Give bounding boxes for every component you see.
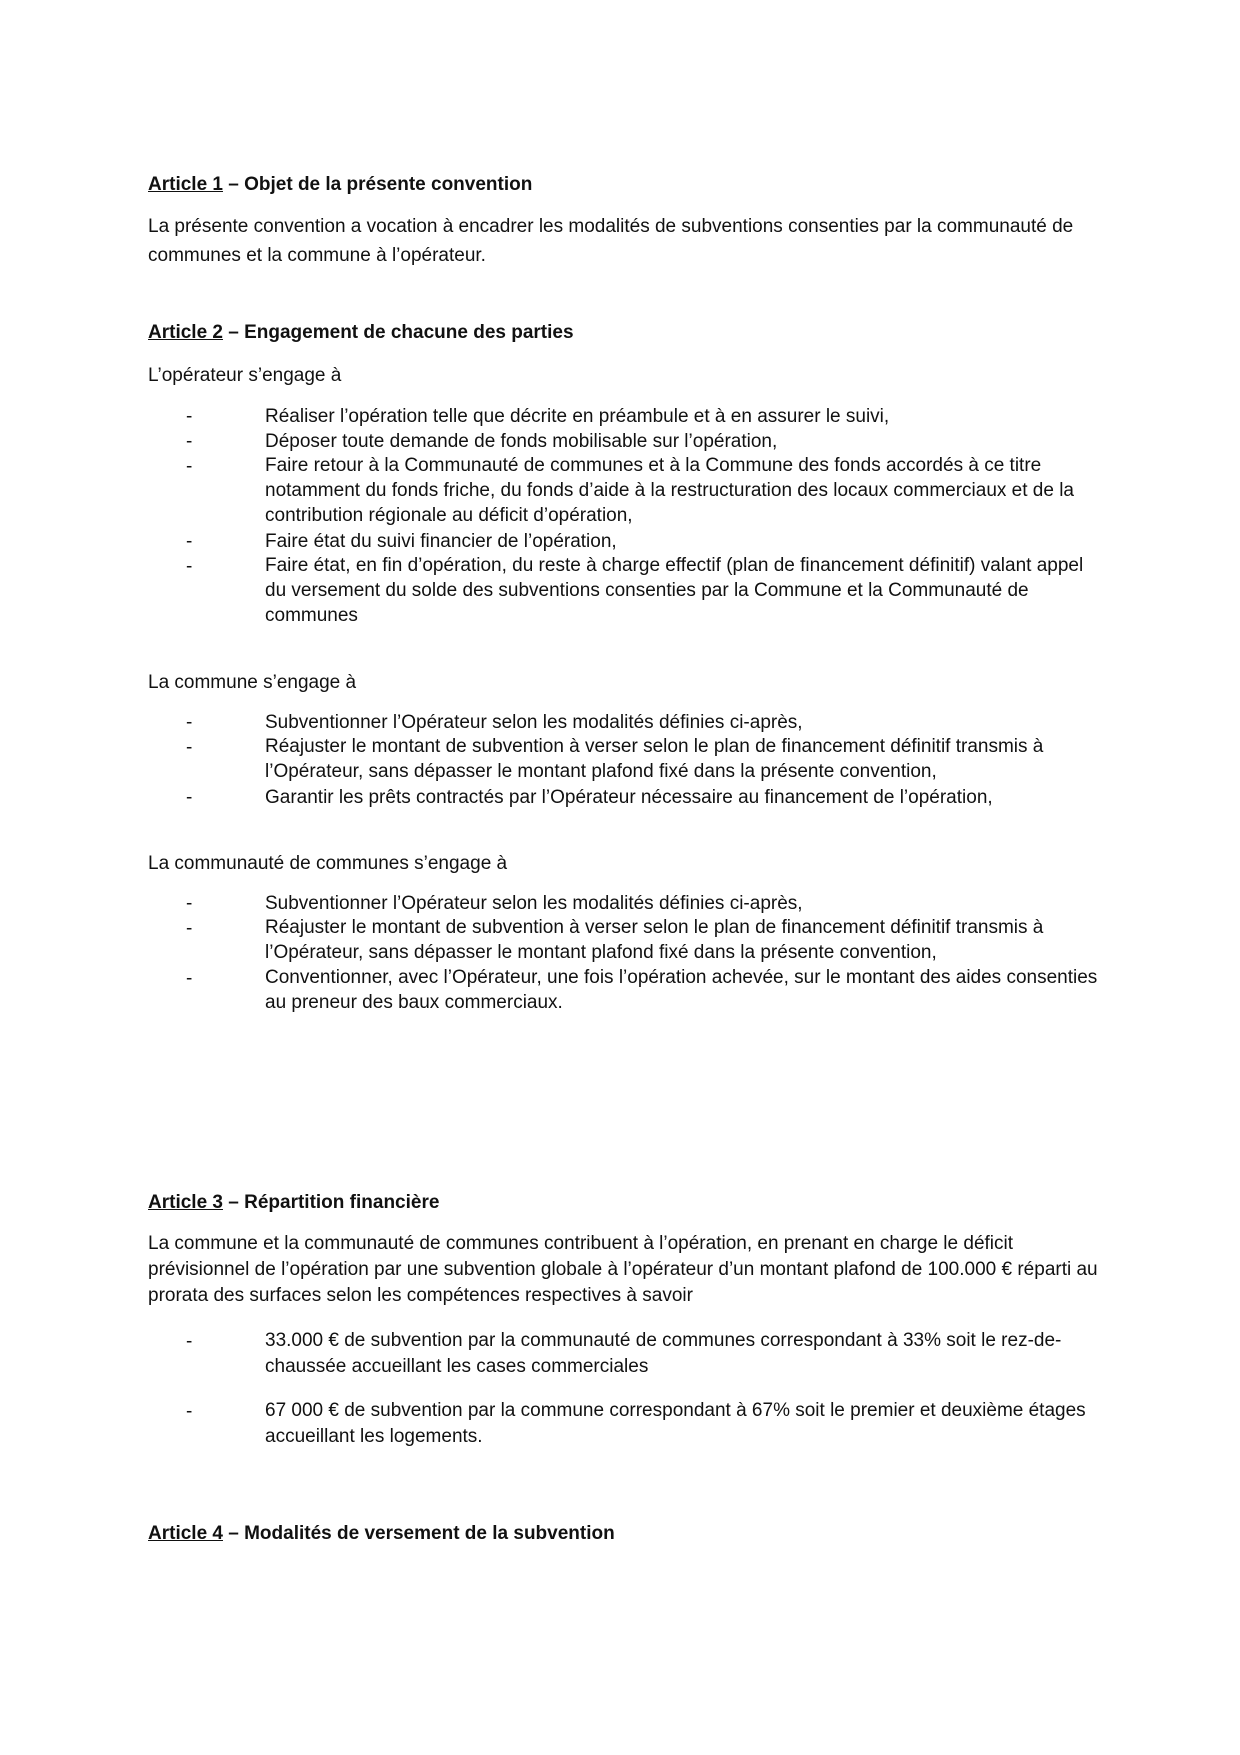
article-title: – Modalités de versement de la subvention xyxy=(222,1523,615,1544)
list-item-text: 67 000 € de subvention par la commune correspondant à 67% soit le premier et deuxième étages accueillant les logements. xyxy=(265,1400,1086,1447)
bullet-dash: - xyxy=(186,1401,193,1422)
bullet-dash: - xyxy=(186,737,193,758)
list-item-text: Réajuster le montant de subvention à verser selon le plan de financement définitif transmis à l’Opérateur, sans dépasser le montant plafond fixé dans la présente convention, xyxy=(265,917,1044,963)
list-item-text: Réaliser l’opération telle que décrite en préambule et à en assurer le suivi, xyxy=(265,406,890,427)
commune-intro: La commune s’engage à xyxy=(148,672,357,693)
list-item-text: Subventionner l’Opérateur selon les modalités définies ci-après, xyxy=(265,712,803,733)
bullet-dash: - xyxy=(186,556,193,577)
cc-intro: La communauté de communes s’engage à xyxy=(148,853,508,874)
list-item-text: Réajuster le montant de subvention à verser selon le plan de financement définitif transmis à l’Opérateur, sans dépasser le montant plafond fixé dans la présente convention, xyxy=(265,736,1044,782)
operateur-intro: L’opérateur s’engage à xyxy=(148,365,342,386)
bullet-dash: - xyxy=(186,406,193,427)
article-3-body: La commune et la communauté de communes contribuent à l’opération, en prenant en charge le déficit prévisionnel de l’opération par une subvention globale à l’opérateur d’un montant plafond de 100.000 € réparti au prorata des surfaces selon les compétences respectives à savoir xyxy=(148,1233,1098,1306)
list-item-text: Garantir les prêts contractés par l’Opérateur nécessaire au financement de l’opération, xyxy=(265,787,993,808)
article-number: Article 4 xyxy=(148,1523,223,1544)
list-item-text: Faire retour à la Communauté de communes et à la Commune des fonds accordés à ce titre notamment du fonds friche, du fonds d’aide à la restructuration des locaux commerciaux et de la contribution régionale au déficit d’opération, xyxy=(265,455,1074,526)
article-1-heading xyxy=(148,174,532,196)
list-item-text: Subventionner l’Opérateur selon les modalités définies ci-après, xyxy=(265,893,803,914)
bullet-dash: - xyxy=(186,1331,193,1352)
article-1-body: La présente convention a vocation à encadrer les modalités de subventions consenties par la communauté de communes et la commune à l’opérateur. xyxy=(148,216,1074,266)
bullet-dash: - xyxy=(186,968,193,989)
bullet-dash: - xyxy=(186,918,193,939)
article-3-heading xyxy=(148,1192,439,1214)
bullet-dash: - xyxy=(186,531,193,552)
list-item-text: Faire état, en fin d’opération, du reste à charge effectif (plan de financement définitif) valant appel du versement du solde des subventions consenties par la Commune et la Communauté de communes xyxy=(265,555,1084,626)
article-title: – Répartition financière xyxy=(222,1192,440,1213)
article-number: Article 1 xyxy=(148,174,223,195)
article-number: Article 3 xyxy=(148,1192,223,1213)
article-title: – Engagement de chacune des parties xyxy=(222,322,574,343)
article-number: Article 2 xyxy=(148,322,223,343)
article-2-heading xyxy=(148,322,574,344)
list-item-text: Déposer toute demande de fonds mobilisable sur l’opération, xyxy=(265,431,778,452)
article-title: – Objet de la présente convention xyxy=(222,174,533,195)
bullet-dash: - xyxy=(186,787,193,808)
bullet-dash: - xyxy=(186,893,193,914)
list-item-text: Faire état du suivi financier de l’opération, xyxy=(265,531,617,552)
bullet-dash: - xyxy=(186,712,193,733)
list-item-text: 33.000 € de subvention par la communauté de communes correspondant à 33% soit le rez-de-chaussée accueillant les cases commerciales xyxy=(265,1330,1062,1377)
bullet-dash: - xyxy=(186,456,193,477)
article-4-heading xyxy=(148,1523,615,1545)
bullet-dash: - xyxy=(186,431,193,452)
list-item-text: Conventionner, avec l’Opérateur, une fois l’opération achevée, sur le montant des aides consenties au preneur des baux commerciaux. xyxy=(265,967,1098,1013)
